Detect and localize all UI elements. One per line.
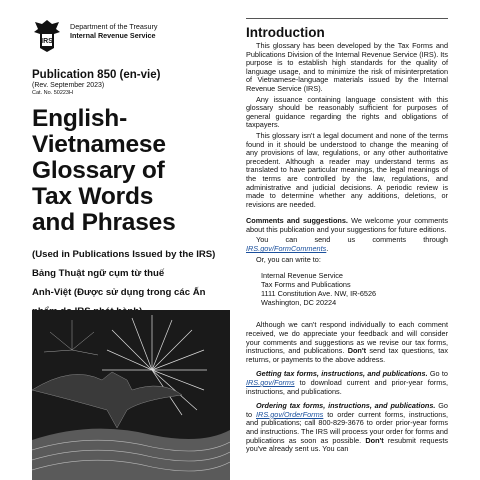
title-line: Vietnamese (32, 131, 166, 158)
intro-paragraph: This glossary isn't a legal document and none of the terms found in it should be understood to change the meaning of any provisions of law, regulations, or any other authoritative precedent. Although a reader may understand terms as translated to have particular meanings, the legal meanings of the terms are controlled by the law, regulations, and administrative and judicial decisions. A periodic review is made to determine whether any additions, deletions, or revisions are needed. (246, 130, 448, 209)
address-line: Washington, DC 20224 (261, 297, 337, 307)
title-line: English- (32, 105, 128, 132)
getting-forms-paragraph (246, 370, 448, 396)
subtitle: (Used in Publications Issued by the IRS) (32, 249, 216, 260)
send-text: You can send us comments through (256, 235, 448, 245)
getting-text: Go to (427, 369, 448, 379)
dept-text: Department of the Treasury (70, 22, 158, 31)
dont-text: Don't (365, 435, 384, 445)
intro-paragraph: Any issuance containing language consistent with this glossary should be reasonably sufficient for purposes of general guidance regarding the rights and obligations of taxpayers. (246, 94, 448, 130)
irs-eagle-logo-icon (32, 18, 62, 54)
intro-paragraph: This glossary has been developed by the Tax Forms and Publications Division of the Internal Revenue Service (IRS). Its purpose is to establish high standards for the quality of language usage, and to minimize the risk of misinterpretation of Vietnamese-language materials issued by the Internal Revenue Service (IRS). (246, 41, 448, 93)
title-line: and Phrases (32, 209, 176, 236)
address-line: 1111 Constitution Ave. NW, IR-6526 (261, 288, 377, 298)
feedback-text: Although we can't respond individually to each comment received, we do appreciate your feedback and will consider your comments and suggestions as we revise our tax forms, instructions, and publications. (246, 320, 448, 356)
header (32, 18, 232, 54)
viet-line: Anh-Việt (Được sử dụng trong các Ấn (32, 287, 206, 298)
catalog-number: Cat. No. 50223H (32, 90, 73, 96)
cover-column (32, 18, 232, 321)
address-line: Internal Revenue Service (261, 271, 343, 281)
title-line: Tax Words (32, 183, 154, 210)
ordering-text: resubmit requests you've already sent us. You can (246, 435, 448, 454)
comments-text: We welcome your comments about this publication and your suggestions for future editions. (246, 216, 448, 234)
feedback-paragraph (246, 321, 448, 364)
ordering-forms-paragraph (246, 402, 448, 454)
section-heading: Introduction (246, 25, 325, 40)
feedback-text: send tax questions, tax returns, or payments to the above address. (246, 346, 448, 364)
irs-forms-link[interactable]: IRS.gov/Forms (246, 378, 295, 387)
send-text: . (326, 244, 329, 254)
page-title (32, 106, 232, 236)
cover-photo-eagle-fireworks (32, 310, 230, 480)
form-comments-link[interactable]: IRS.gov/FormComments (246, 244, 327, 254)
title-line: Glossary of (32, 157, 165, 184)
comments-paragraph (246, 217, 448, 234)
mailing-address (261, 272, 448, 307)
write-text: Or, you can write to: (256, 254, 321, 264)
ordering-text: Go to (246, 401, 448, 419)
divider (246, 18, 448, 19)
getting-text: to download current and prior-year forms, instructions, and publications. (246, 378, 448, 396)
comments-heading: Comments and suggestions. (246, 216, 348, 226)
address-line: Tax Forms and Publications (261, 280, 351, 290)
getting-forms-heading: Getting tax forms, instructions, and publications. (256, 369, 428, 379)
publication-number: Publication 850 (en-vie) (32, 69, 161, 81)
agency-name (70, 22, 158, 40)
dont-text: Don't (347, 346, 367, 356)
irs-text: Internal Revenue Service (70, 31, 156, 40)
viet-line: Bảng Thuật ngữ cụm từ thuế (32, 268, 165, 279)
revision-date: (Rev. September 2023) (32, 82, 105, 89)
introduction-column (246, 18, 448, 454)
ordering-forms-heading: Ordering tax forms, instructions, and publications. (256, 401, 436, 411)
send-comments-paragraph (246, 236, 448, 253)
ordering-text: to order current forms, instructions, and publications; call 800-829-3676 to order prior-year forms and instructions. The IRS will process your order for forms and publications as soon as possible. (246, 409, 448, 445)
svg-text:IRS: IRS (41, 38, 53, 45)
order-forms-link[interactable]: IRS.gov/OrderForms (256, 409, 324, 419)
